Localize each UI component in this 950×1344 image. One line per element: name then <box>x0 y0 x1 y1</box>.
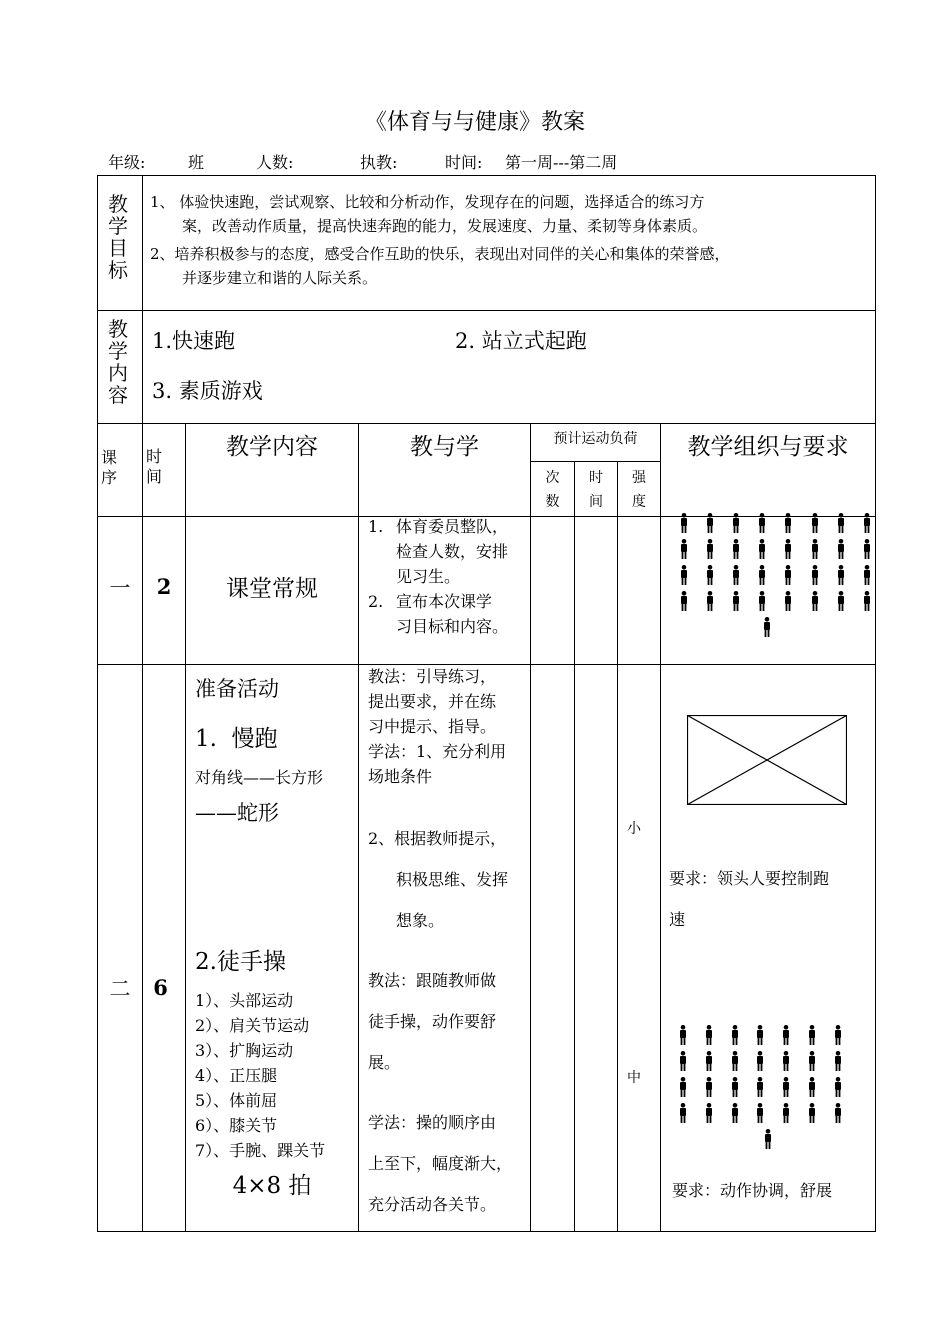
intensity-low: 小 <box>627 821 641 837</box>
method-line: 积极思维、发挥 <box>396 870 509 889</box>
student-icon <box>705 1103 713 1123</box>
content-item-2: 2. 站立式起跑 <box>455 329 587 353</box>
student-icon <box>782 1077 790 1097</box>
content-item-3: 3. 素质游戏 <box>152 379 263 403</box>
row1-time: 2 <box>156 574 172 599</box>
exercise-item: 6）、膝关节 <box>195 1116 278 1135</box>
student-icon <box>680 565 688 585</box>
intensity-header-char: 度 <box>632 494 646 510</box>
exercise-item: 4）、正压腿 <box>195 1066 278 1085</box>
student-icon <box>808 1077 816 1097</box>
method-line: 学法：操的顺序由 <box>368 1113 497 1132</box>
count-header-char: 数 <box>545 494 560 510</box>
method-line: 习中提示、指导。 <box>368 717 497 736</box>
row1-steps <box>368 514 508 639</box>
order-header-char: 序 <box>101 468 118 487</box>
step-line: 检查人数，安排 <box>396 542 509 561</box>
requirement-line: 要求：领头人要控制跑 <box>669 869 830 888</box>
beats: 4×8 拍 <box>232 1173 312 1199</box>
method-line: 教法：跟随教师做 <box>368 971 497 990</box>
method-line: 充分活动各关节。 <box>368 1195 497 1214</box>
student-icon <box>756 1051 764 1071</box>
row1-step-2 <box>368 589 508 639</box>
step-line: 见习生。 <box>396 567 461 586</box>
requirement-1 <box>669 858 829 940</box>
duration-header-char: 间 <box>589 494 603 510</box>
count-header-char: 次 <box>545 470 560 486</box>
student-icon <box>834 1051 842 1071</box>
method-line: 上至下，幅度渐大， <box>368 1154 513 1173</box>
step-number: 1. <box>368 517 384 536</box>
order-header-char: 课 <box>101 448 118 467</box>
objectives-header <box>103 193 133 281</box>
requirement-line: 速 <box>669 910 686 929</box>
student-icon <box>706 513 714 533</box>
student-icon <box>782 1025 790 1045</box>
count-header <box>531 466 574 514</box>
duration-header <box>575 466 617 514</box>
student-icon <box>837 591 845 611</box>
row1-order: 一 <box>109 576 131 600</box>
teach-content-header: 教学内容 <box>226 434 318 460</box>
student-icon <box>680 539 688 559</box>
student-icon <box>756 1077 764 1097</box>
student-icon <box>679 1077 687 1097</box>
student-icon <box>758 565 766 585</box>
student-icon <box>808 1103 816 1123</box>
exercise-item: 3）、扩胸运动 <box>195 1041 294 1060</box>
row2-time: 6 <box>153 975 168 1000</box>
student-icon <box>811 591 819 611</box>
content-header-char: 学 <box>108 339 128 363</box>
student-icon <box>706 565 714 585</box>
student-icon <box>784 539 792 559</box>
method-2 <box>368 818 508 941</box>
method-line: 徒手操，动作要舒 <box>368 1012 497 1031</box>
exercise-title: 2.徒手操 <box>195 949 286 975</box>
duration-header-char: 时 <box>589 470 603 486</box>
teach-learn-header: 教与学 <box>410 434 479 460</box>
student-icon <box>732 513 740 533</box>
organization-header: 教学组织与要求 <box>687 434 849 460</box>
student-icon <box>731 1025 739 1045</box>
student-icon <box>782 1103 790 1123</box>
student-icon <box>679 1025 687 1045</box>
student-icon <box>756 1103 764 1123</box>
row1-content: 课堂常规 <box>226 576 318 602</box>
method-4 <box>368 1102 512 1225</box>
student-icon <box>834 1025 842 1045</box>
class-label: 班 <box>188 153 205 172</box>
method-3 <box>368 960 496 1083</box>
student-icon <box>784 565 792 585</box>
student-icon <box>758 539 766 559</box>
student-icon <box>863 513 871 533</box>
student-icon <box>758 513 766 533</box>
time-label: 时间: <box>445 153 483 172</box>
student-icon <box>863 539 871 559</box>
step-number: 2. <box>368 592 384 611</box>
student-icon <box>731 1077 739 1097</box>
student-icon <box>863 565 871 585</box>
student-icon <box>706 591 714 611</box>
student-icon <box>680 513 688 533</box>
objectives-header-char: 学 <box>108 214 128 238</box>
step-line: 体育委员整队， <box>396 517 509 536</box>
student-icon <box>811 565 819 585</box>
method-line: 2、根据教师提示， <box>368 829 507 848</box>
method-line: 提出要求，并在练 <box>368 692 497 711</box>
intensity-header <box>618 466 660 514</box>
student-icon <box>731 1051 739 1071</box>
jog-path-2: ——蛇形 <box>195 801 279 825</box>
method-line: 想象。 <box>396 911 445 930</box>
count-label: 人数: <box>256 153 294 172</box>
method-1 <box>368 664 506 789</box>
content-item-1: 1.快速跑 <box>152 329 236 353</box>
student-icon <box>808 1051 816 1071</box>
student-icon <box>784 513 792 533</box>
time-value: 第一周---第二周 <box>505 153 618 172</box>
objectives-header-char: 目 <box>108 236 128 260</box>
student-icon <box>837 539 845 559</box>
time-header-char: 间 <box>146 467 163 486</box>
order-header <box>101 448 121 488</box>
student-icon <box>811 513 819 533</box>
objectives-header-char: 教 <box>108 192 128 216</box>
student-icon <box>808 1025 816 1045</box>
time-header <box>146 447 166 487</box>
intensity-medium: 中 <box>627 1070 641 1086</box>
student-icon <box>679 1103 687 1123</box>
load-header: 预计运动负荷 <box>553 431 638 447</box>
objective-2-line-1: 2、培养积极参与的态度，感受合作互助的快乐，表现出对同伴的关心和集体的荣誉感， <box>150 245 730 263</box>
method-line: 场地条件 <box>368 767 433 786</box>
student-icon <box>705 1051 713 1071</box>
field-diagram <box>687 715 847 805</box>
content-header <box>103 318 133 406</box>
student-icon <box>837 513 845 533</box>
method-line: 展。 <box>368 1053 401 1072</box>
requirement-2: 要求：动作协调，舒展 <box>672 1181 833 1200</box>
teacher-label: 执教: <box>360 153 398 172</box>
student-icon <box>811 539 819 559</box>
method-line: 教法：引导练习， <box>368 667 497 686</box>
teacher-icon <box>763 617 771 637</box>
row1-step-1 <box>368 514 508 589</box>
time-header-char: 时 <box>146 447 163 466</box>
objectives-header-char: 标 <box>108 258 128 282</box>
exercise-item: 5）、体前屈 <box>195 1091 278 1110</box>
student-icon <box>863 591 871 611</box>
exercise-item: 1）、头部运动 <box>195 991 294 1010</box>
intensity-header-char: 强 <box>632 470 646 486</box>
student-icon <box>784 591 792 611</box>
student-icon <box>705 1025 713 1045</box>
exercise-item: 7）、手腕、踝关节 <box>195 1141 326 1160</box>
student-icon <box>732 565 740 585</box>
objective-2-line-2: 并逐步建立和谐的人际关系。 <box>182 269 378 287</box>
student-icon <box>834 1077 842 1097</box>
student-icon <box>758 591 766 611</box>
objective-1-line-1: 1、 体验快速跑，尝试观察、比较和分析动作，发现存在的问题，选择适合的练习方 <box>150 193 705 211</box>
page-title: 《体育与与健康》教案 <box>364 110 585 135</box>
step-line: 习目标和内容。 <box>396 617 509 636</box>
student-icon <box>834 1103 842 1123</box>
teacher-icon <box>764 1129 772 1149</box>
student-icon <box>732 539 740 559</box>
objective-1-line-2: 案，改善动作质量，提高快速奔跑的能力，发展速度、力量、柔韧等身体素质。 <box>182 217 708 235</box>
jog-title: 1. 慢跑 <box>195 726 278 752</box>
content-header-char: 内 <box>108 361 128 385</box>
exercise-list <box>195 988 325 1163</box>
row2-order: 二 <box>109 977 131 1001</box>
student-icon <box>680 591 688 611</box>
content-header-char: 容 <box>108 383 128 407</box>
step-line: 宣布本次课学 <box>396 592 493 611</box>
student-icon <box>782 1051 790 1071</box>
student-icon <box>705 1077 713 1097</box>
exercise-item: 2）、肩关节运动 <box>195 1016 310 1035</box>
student-icon <box>706 539 714 559</box>
student-icon <box>731 1103 739 1123</box>
student-icon <box>732 591 740 611</box>
warmup-title: 准备活动 <box>195 677 279 701</box>
student-icon <box>679 1051 687 1071</box>
student-icon <box>756 1025 764 1045</box>
method-line: 学法：1、充分利用 <box>368 742 507 761</box>
jog-path-1: 对角线——长方形 <box>195 768 324 787</box>
grade-label: 年级: <box>108 153 146 172</box>
content-header-char: 教 <box>108 317 128 341</box>
student-icon <box>837 565 845 585</box>
